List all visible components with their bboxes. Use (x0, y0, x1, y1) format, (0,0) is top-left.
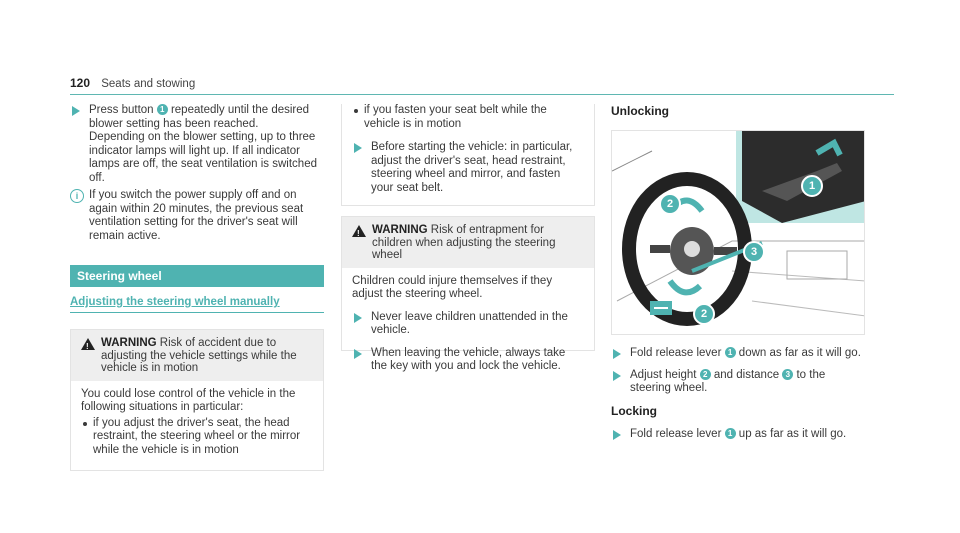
step-arrow-icon (354, 143, 362, 153)
step-arrow-icon (613, 371, 621, 381)
callout-2: 2 (700, 369, 711, 380)
warning-box-accident (70, 329, 324, 471)
hint-note: i If you switch the power supply off and on again within 20 minutes, the previous seat ventilation setting for the driver's seat will remain active. (70, 189, 324, 243)
figure-callout-3: 3 (743, 241, 765, 263)
step-when-leaving: When leaving the vehicle, always take the key with you and lock the vehicle. (352, 347, 584, 374)
callout-1: 1 (725, 347, 736, 358)
step-arrow-icon (613, 349, 621, 359)
callout-1: 1 (157, 104, 168, 115)
warning-icon: ! (81, 338, 95, 350)
warning-box-entrapment (341, 216, 595, 372)
warning-icon: ! (352, 225, 366, 237)
step-arrow-icon (613, 430, 621, 440)
warning-head: ! WARNING Risk of entrapment for children when adjusting the steering wheel (342, 217, 594, 268)
unlocking-title: Unlocking (611, 104, 670, 118)
step-before-starting: Before starting the vehicle: in particular, adjust the driver's seat, head restraint, steering wheel and mirror, and fasten your seat belt. (352, 141, 584, 195)
figure-callout-2-top: 2 (659, 193, 681, 215)
page-title: Seats and stowing (101, 78, 196, 90)
subheading: Adjusting the steering wheel manually (70, 296, 324, 313)
steering-wheel-figure (611, 130, 865, 335)
locking-title: Locking (611, 403, 658, 418)
list-item: if you fasten your seat belt while the vehicle is in motion (352, 104, 584, 131)
column-1 (70, 104, 324, 471)
warning-body: Children could injure themselves if they adjust the steering wheel. Never leave children unattended in the vehicle. When leaving the vehicle, always take the key with you and lock the vehicle. (342, 268, 594, 386)
step-arrow-icon (354, 313, 362, 323)
callout-3: 3 (782, 369, 793, 380)
step-fold-up: Fold release lever 1 up as far as it will go. (611, 428, 865, 442)
column-2 (341, 104, 595, 372)
section-title: Steering wheel (70, 265, 324, 287)
figure-callout-2-bottom: 2 (693, 303, 715, 325)
step-press-button: Press button 1 repeatedly until the desired blower setting has been reached. Depending on the blower setting, up to three indicator lamps will light up. If all indicator lamps are off, the seat ventilation is switched off. (70, 104, 324, 185)
callout-1: 1 (725, 428, 736, 439)
figure-callout-1: 1 (801, 175, 823, 197)
step-never-leave: Never leave children unattended in the vehicle. (352, 311, 584, 338)
step-fold-down: Fold release lever 1 down as far as it will go. (611, 347, 865, 361)
page-number: 120 (70, 76, 91, 90)
warning-head: ! WARNING Risk of accident due to adjusting the vehicle settings while the vehicle is in motion (71, 330, 323, 381)
warning-box-continued (341, 104, 595, 206)
page-header (70, 76, 894, 95)
step-adjust-height: Adjust height 2 and distance 3 to the steering wheel. (611, 369, 865, 396)
list-item: if you adjust the driver's seat, the head restraint, the steering wheel or the mirror while the vehicle is in motion (81, 417, 313, 458)
info-icon: i (70, 189, 84, 203)
steering-wheel-illustration (612, 131, 865, 335)
warning-body: You could lose control of the vehicle in the following situations in particular: if you adjust the driver's seat, the head restraint, the steering wheel or the mirror while the vehicle is in motion (71, 381, 323, 466)
step-arrow-icon (354, 349, 362, 359)
column-3 (611, 104, 865, 445)
step-arrow-icon (72, 106, 80, 116)
